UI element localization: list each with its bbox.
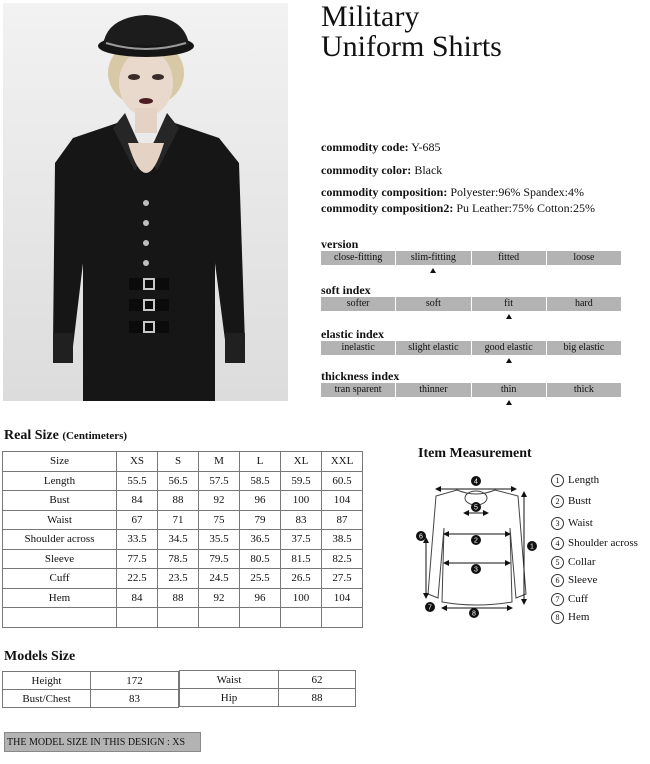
spec-composition2: commodity composition2: Pu Leather:75% Cotton:25%: [321, 201, 595, 215]
table-cell: 88: [279, 689, 356, 707]
title-line1: Military: [321, 0, 420, 33]
elastic-index-scale: [321, 341, 621, 355]
table-cell: 55.5: [117, 471, 158, 491]
legend-item: 4 Shoulder across: [551, 537, 638, 550]
elastic-option-selected: good elastic: [472, 341, 546, 355]
table-cell: 104: [322, 491, 363, 511]
table-cell: Hip: [180, 689, 279, 707]
thickness-index-scale: [321, 383, 621, 397]
table-cell: 22.5: [117, 569, 158, 589]
table-row-empty: [3, 608, 363, 628]
svg-text:4: 4: [474, 478, 478, 486]
table-cell: 26.5: [281, 569, 322, 589]
real-size-unit: (Centimeters): [62, 430, 128, 442]
title-line2: Uniform Shirts: [321, 30, 502, 63]
real-size-title: Real Size (Centimeters): [4, 428, 128, 443]
table-cell: 77.5: [117, 549, 158, 569]
table-cell: Shoulder across: [3, 530, 117, 550]
table-cell: 100: [281, 491, 322, 511]
legend-item: 3 Waist: [551, 517, 593, 530]
models-table-right: [179, 670, 356, 707]
table-cell: 71: [158, 510, 199, 530]
product-title: [321, 2, 502, 62]
table-cell: 56.5: [158, 471, 199, 491]
table-cell: 83: [281, 510, 322, 530]
legend-item: 2 Bustt: [551, 495, 591, 508]
legend-item: 1 Length: [551, 474, 599, 487]
table-cell: 79.5: [199, 549, 240, 569]
elastic-index-label: elastic index: [321, 327, 384, 341]
table-cell: 82.5: [322, 549, 363, 569]
table-cell: Sleeve: [3, 549, 117, 569]
table-cell: 84: [117, 491, 158, 511]
svg-text:6: 6: [419, 533, 423, 541]
table-cell: [3, 608, 117, 628]
svg-text:8: 8: [472, 610, 476, 618]
table-header-cell: Size: [3, 452, 117, 472]
table-cell: 79: [240, 510, 281, 530]
thickness-option-selected: thin: [472, 383, 546, 397]
table-header-cell: XS: [117, 452, 158, 472]
table-cell: [281, 608, 322, 628]
table-row: [3, 530, 363, 550]
table-cell: 84: [117, 588, 158, 608]
table-cell: 83: [91, 690, 179, 708]
version-option: fitted: [472, 251, 546, 265]
legend-item: 7 Cuff: [551, 593, 588, 606]
product-photo: [3, 3, 288, 401]
table-cell: 78.5: [158, 549, 199, 569]
thickness-index-label: thickness index: [321, 369, 400, 383]
table-cell: 33.5: [117, 530, 158, 550]
elastic-option: inelastic: [321, 341, 395, 355]
soft-index-scale: [321, 297, 621, 311]
table-cell: [117, 608, 158, 628]
table-cell: 81.5: [281, 549, 322, 569]
table-header-cell: L: [240, 452, 281, 472]
spec-color: commodity color: Black: [321, 163, 443, 177]
thickness-option: tran sparent: [321, 383, 395, 397]
version-label: version: [321, 237, 359, 251]
version-scale: [321, 251, 621, 265]
table-cell: 92: [199, 588, 240, 608]
elastic-option: slight elastic: [396, 341, 470, 355]
spec-composition: commodity composition: Polyester:96% Spandex:4%: [321, 185, 584, 199]
table-cell: [199, 608, 240, 628]
table-cell: [158, 608, 199, 628]
table-cell: 92: [199, 491, 240, 511]
table-cell: [322, 608, 363, 628]
table-cell: Waist: [3, 510, 117, 530]
table-cell: 58.5: [240, 471, 281, 491]
table-cell: 75: [199, 510, 240, 530]
table-row: [3, 690, 179, 708]
table-cell: 104: [322, 588, 363, 608]
table-cell: Length: [3, 471, 117, 491]
table-header-cell: XXL: [322, 452, 363, 472]
thickness-option: thick: [547, 383, 621, 397]
thickness-option: thinner: [396, 383, 470, 397]
spec-code: commodity code: Y-685: [321, 140, 441, 154]
table-cell: 38.5: [322, 530, 363, 550]
table-header-cell: S: [158, 452, 199, 472]
table-cell: 96: [240, 491, 281, 511]
table-cell: 36.5: [240, 530, 281, 550]
table-cell: 24.5: [199, 569, 240, 589]
model-size-note: THE MODEL SIZE IN THIS DESIGN : XS: [4, 732, 201, 752]
table-cell: Height: [3, 672, 91, 690]
table-row: [3, 672, 179, 690]
table-header-row: [3, 452, 363, 472]
table-cell: 35.5: [199, 530, 240, 550]
soft-option: hard: [547, 297, 621, 311]
size-table: [2, 451, 363, 628]
table-cell: 172: [91, 672, 179, 690]
soft-option: soft: [396, 297, 470, 311]
svg-text:7: 7: [428, 604, 432, 612]
table-row: [3, 549, 363, 569]
table-cell: 27.5: [322, 569, 363, 589]
version-option-selected: slim-fitting: [396, 251, 470, 265]
table-cell: Waist: [180, 671, 279, 689]
table-row: [180, 689, 356, 707]
table-cell: 100: [281, 588, 322, 608]
table-cell: 23.5: [158, 569, 199, 589]
garment-diagram: [412, 468, 547, 620]
table-row: [3, 588, 363, 608]
table-cell: Bust/Chest: [3, 690, 91, 708]
table-header-cell: M: [199, 452, 240, 472]
svg-text:3: 3: [474, 566, 478, 574]
models-table-left: [2, 671, 179, 708]
table-cell: 60.5: [322, 471, 363, 491]
svg-text:2: 2: [474, 537, 478, 545]
soft-option-selected: fit: [472, 297, 546, 311]
table-cell: 80.5: [240, 549, 281, 569]
soft-option: softer: [321, 297, 395, 311]
table-cell: Bust: [3, 491, 117, 511]
table-cell: 25.5: [240, 569, 281, 589]
table-cell: 57.5: [199, 471, 240, 491]
table-row: [3, 471, 363, 491]
table-cell: [240, 608, 281, 628]
table-row: [3, 569, 363, 589]
svg-text:5: 5: [474, 504, 478, 512]
models-size-title: Models Size: [4, 649, 76, 664]
table-cell: Cuff: [3, 569, 117, 589]
table-cell: Hem: [3, 588, 117, 608]
item-measurement-title: Item Measurement: [418, 446, 532, 461]
table-row: [180, 671, 356, 689]
table-cell: 37.5: [281, 530, 322, 550]
legend-item: 6 Sleeve: [551, 574, 597, 587]
version-option: close-fitting: [321, 251, 395, 265]
svg-text:1: 1: [530, 543, 534, 551]
table-cell: 62: [279, 671, 356, 689]
legend-item: 8 Hem: [551, 611, 589, 624]
table-cell: 59.5: [281, 471, 322, 491]
table-header-cell: XL: [281, 452, 322, 472]
table-cell: 67: [117, 510, 158, 530]
elastic-option: big elastic: [547, 341, 621, 355]
table-cell: 34.5: [158, 530, 199, 550]
soft-index-label: soft index: [321, 283, 371, 297]
version-option: loose: [547, 251, 621, 265]
table-cell: 88: [158, 491, 199, 511]
table-row: [3, 491, 363, 511]
table-cell: 87: [322, 510, 363, 530]
legend-item: 5 Collar: [551, 556, 596, 569]
table-cell: 96: [240, 588, 281, 608]
table-row: [3, 510, 363, 530]
table-cell: 88: [158, 588, 199, 608]
